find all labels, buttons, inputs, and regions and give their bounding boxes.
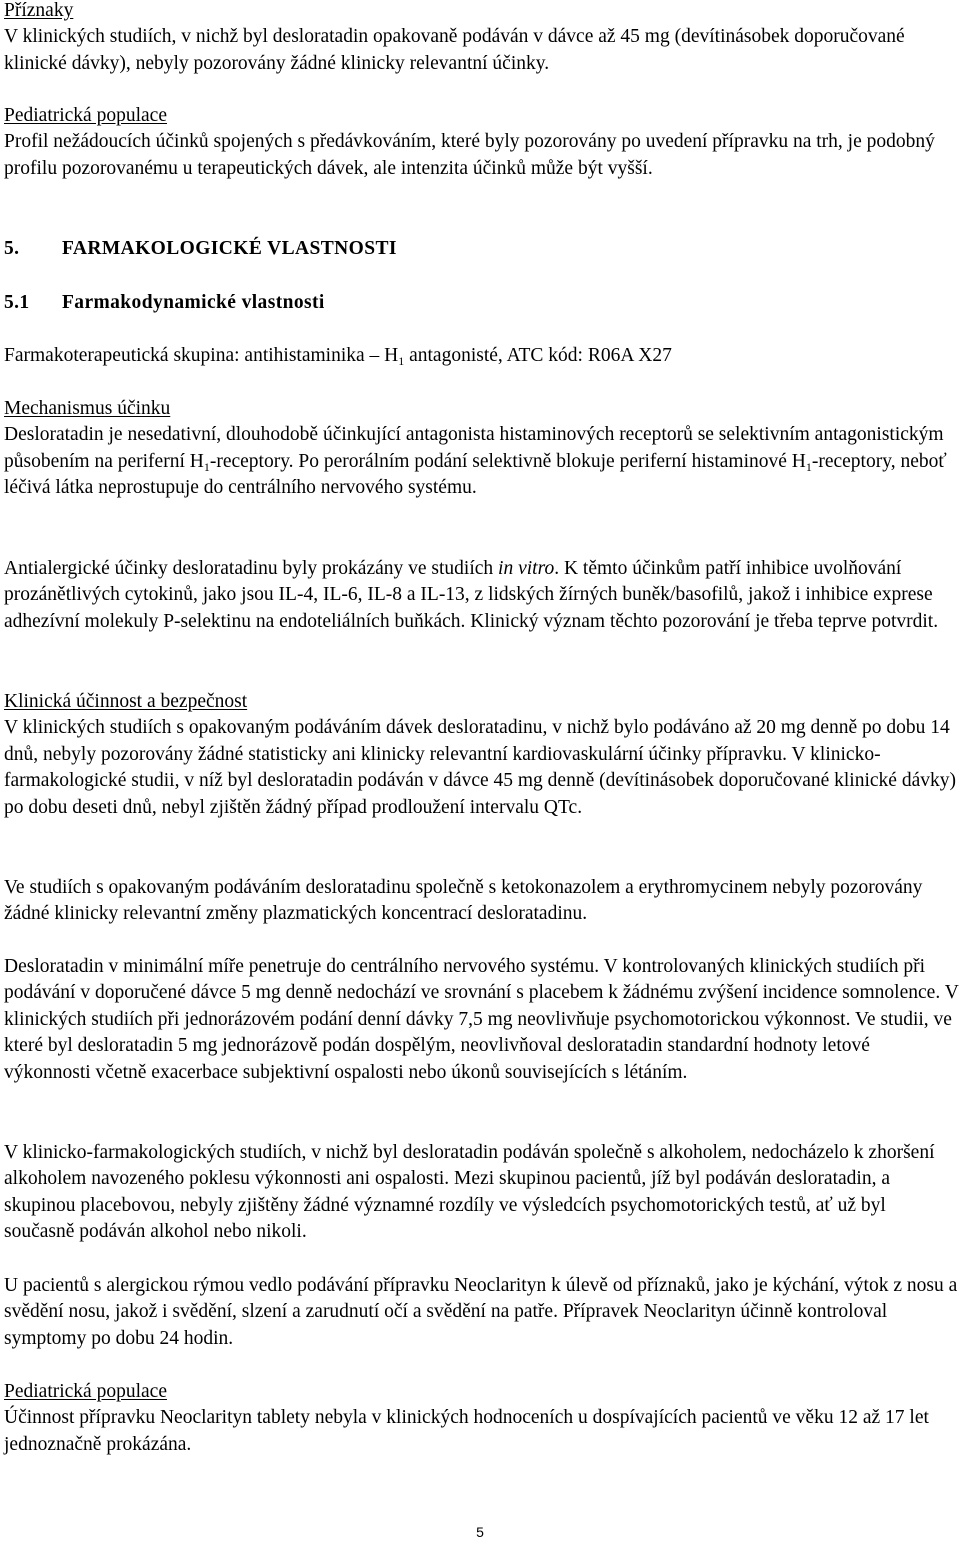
antiallergic-text-a: Antialergické účinky desloratadinu byly prokázány ve studiích bbox=[4, 558, 499, 579]
section-5-heading bbox=[4, 236, 960, 262]
h1-subscript: 1 bbox=[805, 459, 812, 474]
efficacy-paragraph-3 bbox=[4, 954, 960, 1086]
efficacy-paragraph-5 bbox=[4, 1273, 960, 1352]
efficacy-text-4: V klinicko-farmakologických studiích, v nichž byl desloratadin podáván společně s alkoholem, nedocházelo k zhoršení alkoholem navozeného poklesu výkonnosti ani ospalosti. Mezi skupinou pacientů, jíž byl podáván desloratadin, a skupinou placebovou, nebyly zjištěny žádné významné rozdíly ve výsledcích psychomotorických testů, ať už byl současně podáván alkohol nebo nikoli. bbox=[4, 1142, 935, 1243]
mechanism-section bbox=[4, 396, 960, 502]
efficacy-section bbox=[4, 689, 960, 821]
pharmaco-group-atc: antagonisté, ATC kód: R06A X27 bbox=[404, 345, 672, 366]
efficacy-paragraph-4 bbox=[4, 1140, 960, 1246]
mechanism-text-a: Desloratadin je nesedativní, dlouhodobě účinkující antagonista histaminových receptorů se selektivním antagonistickým působením na periferní H bbox=[4, 424, 944, 472]
pediatric-text: Profil nežádoucích účinků spojených s předávkováním, které byly pozorovány po uvedení přípravku na trh, je podobný profilu pozorovanému u terapeutických dávek, ale intenzita účinků může být vyšší. bbox=[4, 131, 935, 179]
pediatric-efficacy-section bbox=[4, 1379, 960, 1458]
antiallergic-paragraph bbox=[4, 556, 960, 635]
section-5-1-number: 5.1 bbox=[4, 292, 30, 313]
pharmacotherapeutic-group bbox=[4, 343, 960, 369]
section-5-title: FARMAKOLOGICKÉ VLASTNOSTI bbox=[62, 238, 397, 259]
h1-subscript: 1 bbox=[203, 459, 210, 474]
pharmaco-group-text: Farmakoterapeutická skupina: antihistaminika – H bbox=[4, 345, 399, 366]
section-5-number: 5. bbox=[4, 238, 20, 259]
mechanism-text-b: -receptory. Po perorálním podání selektivně blokuje periferní histaminové H bbox=[209, 450, 806, 472]
symptoms-section bbox=[4, 0, 960, 77]
pediatric-heading: Pediatrická populace bbox=[4, 105, 167, 126]
symptoms-heading: Příznaky bbox=[4, 0, 74, 21]
antiallergic-text-b: . K těmto účinkům patří inhibice uvolňování prozánětlivých cytokinů, jako jsou IL-4, IL-6, IL-8 a IL-13, z lidských žírných buněk/basofilů, jakož i inhibice exprese adhezívní molekuly P-selektinu na endoteliálních buňkách. Klinický význam těchto pozorování je třeba teprve potvrdit. bbox=[4, 558, 939, 632]
efficacy-paragraph-2 bbox=[4, 875, 960, 928]
pediatric-overdose-section bbox=[4, 103, 960, 182]
page-number: 5 bbox=[476, 1524, 484, 1540]
symptoms-text: V klinických studiích, v nichž byl desloratadin opakovaně podáván v dávce až 45 mg (devítinásobek doporučované klinické dávky), nebyly pozorovány žádné klinicky relevantní účinky. bbox=[4, 26, 905, 74]
efficacy-text-2: Ve studiích s opakovaným podáváním desloratadinu společně s ketokonazolem a erythromycinem nebyly pozorovány žádné klinicky relevantní změny plazmatických koncentrací desloratadinu. bbox=[4, 877, 923, 925]
mechanism-text-c: -receptory, neboť léčivá látka neprostupuje do centrálního nervového systému. bbox=[4, 450, 947, 499]
section-5-1-heading bbox=[4, 290, 960, 316]
efficacy-text-3: Desloratadin v minimální míře penetruje do centrálního nervového systému. V kontrolovaných klinických studiích při podávání v doporučené dávce 5 mg denně nedochází ve srovnání s placebem k žádnému zvýšení incidence somnolence. V klinických studiích při jednorázovém podání denní dávky 7,5 mg neovlivňuje psychomotorickou výkonnost. Ve studii, ve které byl desloratadin 5 mg jednorázově podán dospělým, neovlivňoval desloratadin standardní hodnoty letové výkonnosti včetně exacerbace subjektivní ospalosti nebo úkonů souvisejících s létáním. bbox=[4, 956, 959, 1083]
efficacy-heading: Klinická účinnost a bezpečnost bbox=[4, 691, 248, 712]
in-vitro-text: in vitro bbox=[498, 558, 555, 579]
pediatric-efficacy-heading: Pediatrická populace bbox=[4, 1381, 167, 1402]
pediatric-efficacy-text: Účinnost přípravku Neoclarityn tablety nebyla v klinických hodnoceních u dospívajících pacientů ve věku 12 až 17 let jednoznačně prokázána. bbox=[4, 1407, 929, 1455]
efficacy-text-5: U pacientů s alergickou rýmou vedlo podávání přípravku Neoclarityn k úlevě od příznaků, jako je kýchání, výtok z nosu a svědění nosu, jakož i svědění, slzení a zarudnutí očí a svědění na patře. Přípravek Neoclarityn účinně kontroloval symptomy po dobu 24 hodin. bbox=[4, 1275, 958, 1349]
h1-subscript: 1 bbox=[398, 354, 405, 368]
efficacy-text-1: V klinických studiích s opakovaným podáváním dávek desloratadinu, v nichž bylo podáváno až 20 mg denně po dobu 14 dnů, nebyly pozorovány žádné statisticky ani klinicky relevantní kardiovaskulární účinky přípravku. V klinicko-farmakologické studii, v níž byl desloratadin podáván v dávce 45 mg denně (devítinásobek doporučované klinické dávky) po dobu deseti dnů, nebyl zjištěn žádný případ prodloužení intervalu QTc. bbox=[4, 717, 956, 818]
section-5-1-title: Farmakodynamické vlastnosti bbox=[62, 292, 325, 313]
mechanism-heading: Mechanismus účinku bbox=[4, 398, 171, 419]
